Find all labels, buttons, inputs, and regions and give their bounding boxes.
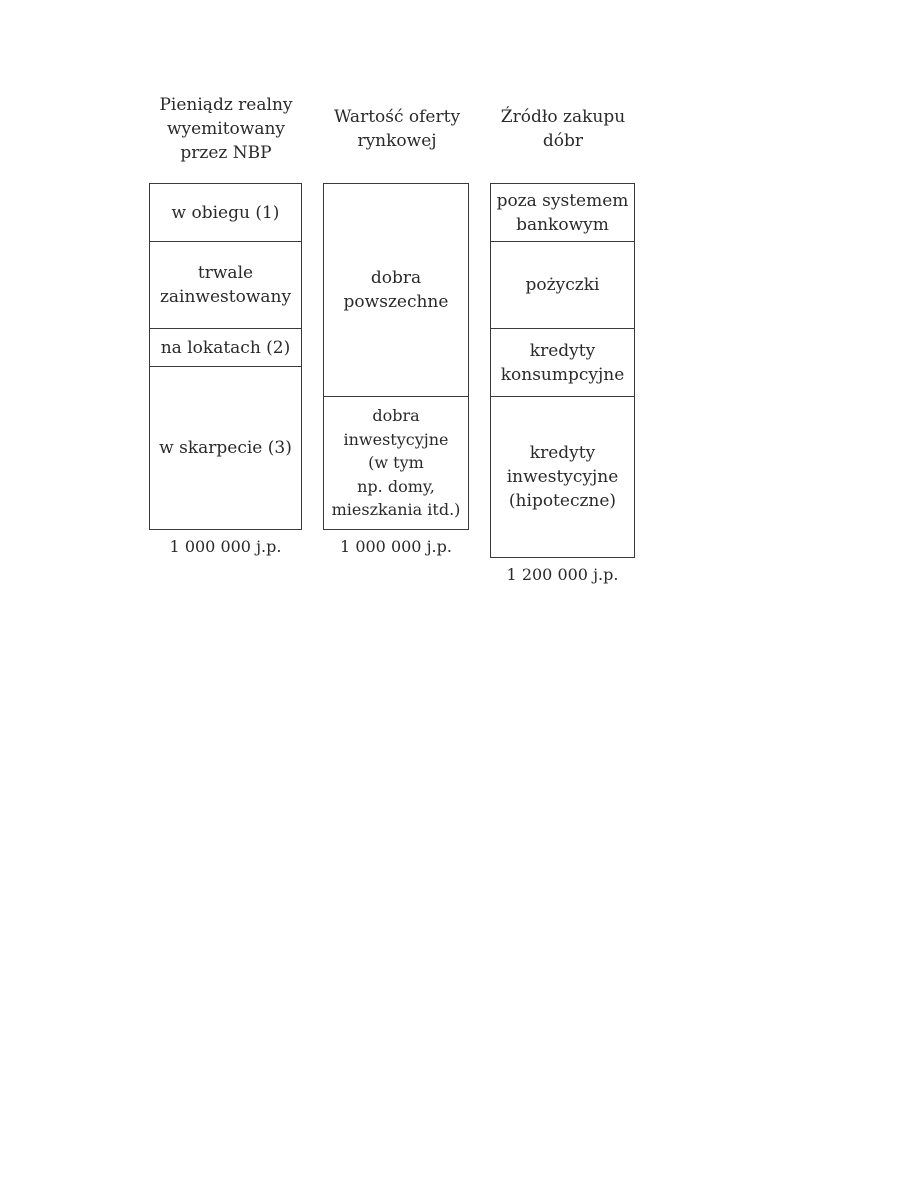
cell-loans: pożyczki [525, 275, 600, 295]
column-total-nbp-money: 1 000 000 j.p. [169, 537, 282, 556]
cell-in-circulation: w obiegu (1) [171, 202, 280, 223]
column-header-nbp-money: Pieniądz realny wyemitowany przez NBP [159, 95, 293, 163]
cell-in-sock: w skarpecie (3) [159, 438, 292, 458]
cell-on-deposits: na lokatach (2) [160, 337, 291, 358]
column-header-purchase-source: Źródło zakupu dóbr [500, 107, 626, 151]
cell-investment-goods: dobra inwestycyjne (w tym np. domy, mieszkania itd.) [331, 406, 461, 520]
column-box-nbp-money [149, 183, 302, 530]
column-total-purchase-source: 1 200 000 j.p. [506, 565, 619, 584]
column-total-market-offer: 1 000 000 j.p. [340, 537, 452, 556]
cell-outside-banking: poza systemem bankowym [496, 190, 629, 235]
cell-common-goods: dobra powszechne [343, 268, 449, 312]
column-box-market-offer [323, 183, 469, 530]
cell-permanently-invested: trwale zainwestowany [159, 263, 292, 307]
column-header-market-offer: Wartość oferty rynkowej [333, 107, 461, 151]
cell-consumer-credits: kredyty konsumpcyjne [500, 340, 625, 385]
cell-investment-credits: kredyty inwestycyjne (hipoteczne) [506, 443, 619, 511]
column-box-purchase-source [490, 183, 635, 558]
